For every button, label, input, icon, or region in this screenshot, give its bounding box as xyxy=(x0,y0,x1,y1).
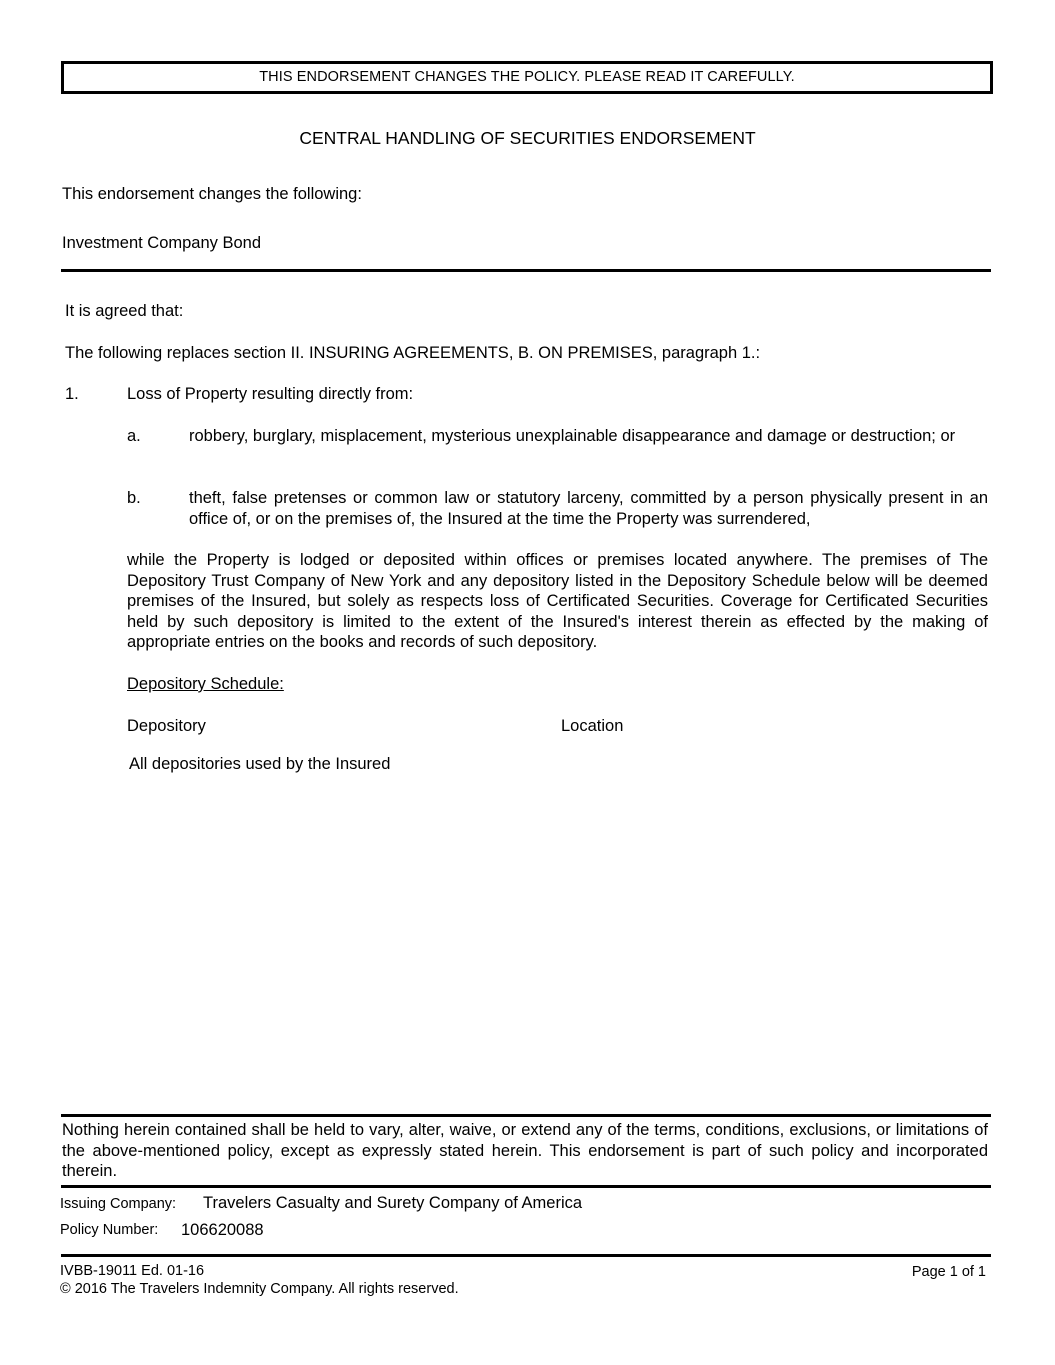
item-1a-text: robbery, burglary, misplacement, mysterious unexplainable disappearance and damage or destruction; or xyxy=(189,427,956,445)
replaces-statement: The following replaces section II. INSURING AGREEMENTS, B. ON PREMISES, paragraph 1.: xyxy=(65,344,761,362)
policy-number-label: Policy Number: xyxy=(60,1222,159,1238)
section-divider xyxy=(61,269,991,272)
schedule-entry: All depositories used by the Insured xyxy=(129,755,391,773)
item-1-number: 1. xyxy=(65,385,79,403)
agreed-statement: It is agreed that: xyxy=(65,302,184,320)
footer-divider-top xyxy=(61,1114,991,1117)
item-1-while-paragraph: while the Property is lodged or deposited within offices or premises located anywhere. The premises of The Depository Trust Company of New York and any depository listed in the Depository Schedule below will be deemed premises of the Insured, but solely as respects loss of Certificated Securities. Coverage for Certificated Securities held by such depository is limited to the extent of the Insured's interest therein as effected by the making of appropriate entries on the books and records of such depository. xyxy=(127,551,988,651)
schedule-col-location: Location xyxy=(561,717,624,735)
footer-divider-bottom xyxy=(61,1254,991,1257)
schedule-col-depository: Depository xyxy=(127,717,206,735)
issuing-company-label: Issuing Company: xyxy=(60,1196,177,1212)
item-1b-text: theft, false pretenses or common law or statutory larceny, committed by a person physically present in an office of, or on the premises of, the Insured at the time the Property was surrendered, xyxy=(189,489,988,528)
issuing-company-value: Travelers Casualty and Surety Company of America xyxy=(203,1194,583,1212)
coverage-part: Investment Company Bond xyxy=(62,234,262,252)
notice-banner: THIS ENDORSEMENT CHANGES THE POLICY. PLEASE READ IT CAREFULLY. xyxy=(61,61,993,94)
page-number: Page 1 of 1 xyxy=(911,1264,986,1280)
footer-divider-middle xyxy=(61,1185,991,1188)
form-id: IVBB-19011 Ed. 01-16 xyxy=(60,1263,205,1279)
item-1a-label: a. xyxy=(127,427,141,445)
policy-number-value: 106620088 xyxy=(181,1221,264,1239)
nothing-herein-paragraph: Nothing herein contained shall be held to vary, alter, waive, or extend any of the terms, conditions, exclusions, or limitations of the above-mentioned policy, except as expressly stated herein. This endorsement is part of such policy and incorporated therein. xyxy=(62,1121,988,1180)
copyright: © 2016 The Travelers Indemnity Company. All rights reserved. xyxy=(60,1281,459,1297)
schedule-heading: Depository Schedule: xyxy=(127,675,284,693)
changes-intro: This endorsement changes the following: xyxy=(62,185,362,203)
page-title: CENTRAL HANDLING OF SECURITIES ENDORSEMENT xyxy=(299,128,756,148)
item-1b-label: b. xyxy=(127,489,141,507)
item-1-text: Loss of Property resulting directly from: xyxy=(127,385,414,403)
